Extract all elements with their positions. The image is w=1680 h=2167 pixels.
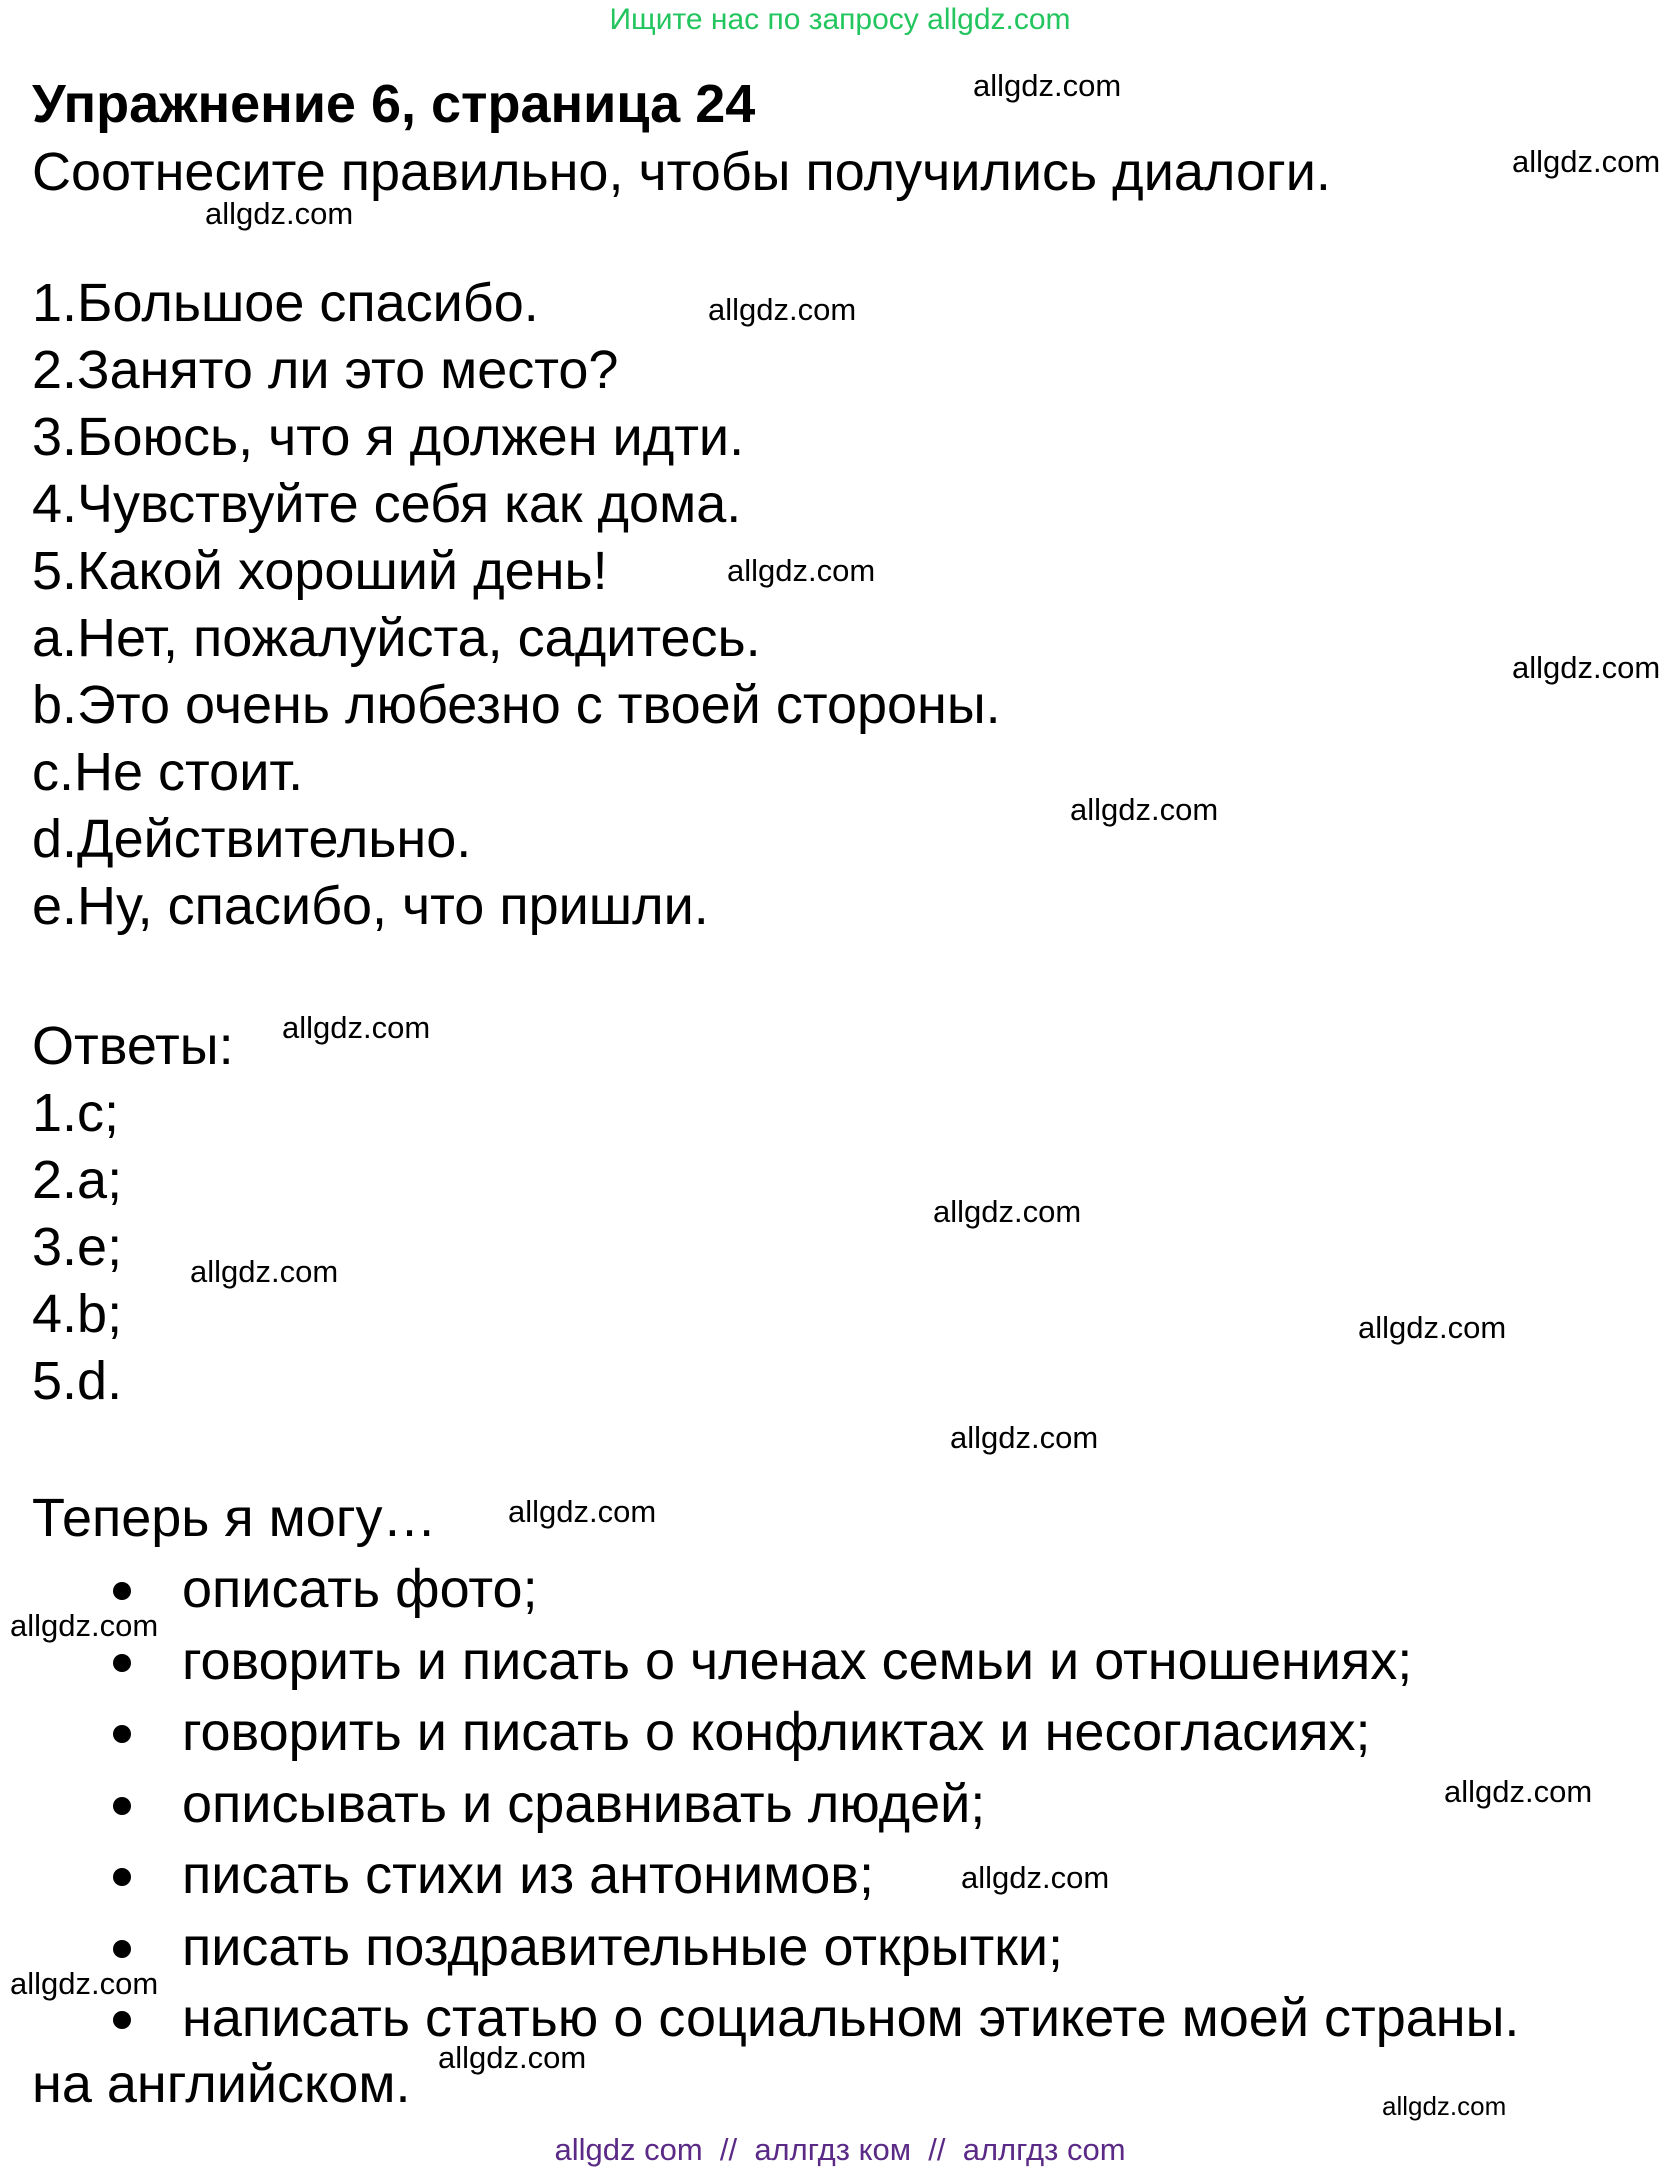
answer-item: 2.a; — [32, 1150, 123, 1210]
watermark: allgdz.com — [205, 196, 354, 231]
watermark: allgdz.com — [10, 1966, 159, 2001]
list-item: 3.Боюсь, что я должен идти. — [32, 407, 745, 467]
list-item: 2.Занято ли это место? — [32, 340, 619, 400]
bullet-dot-icon — [113, 1868, 131, 1886]
list-item: 5.Какой хороший день! — [32, 541, 608, 601]
bullet-dot-icon — [113, 1725, 131, 1743]
bullet-text: говорить и писать о членах семьи и отношениях; — [182, 1630, 1413, 1691]
bullet-dot-icon — [113, 1654, 131, 1672]
list-item: b.Это очень любезно с твоей стороны. — [32, 675, 1001, 735]
bullet-text: описать фото; — [182, 1559, 538, 1619]
watermark: allgdz.com — [708, 292, 857, 327]
exercise-instruction: Соотнесите правильно, чтобы получились диалоги. — [32, 142, 1331, 202]
watermark: allgdz.com — [973, 68, 1122, 103]
bullet-text: говорить и писать о конфликтах и несогласиях; — [182, 1702, 1371, 1762]
watermark: allgdz.com — [1444, 1774, 1593, 1809]
top-banner: Ищите нас по запросу allgdz.com — [609, 3, 1071, 36]
watermark: allgdz.com — [950, 1420, 1099, 1455]
now-i-can-heading: Теперь я могу… — [32, 1488, 437, 1548]
watermark: allgdz.com — [961, 1860, 1110, 1895]
bullet-text: писать поздравительные открытки; — [182, 1916, 1064, 1977]
answers-heading: Ответы: — [32, 1016, 234, 1076]
answer-item: 3.e; — [32, 1217, 123, 1277]
bullet-dot-icon — [113, 2011, 131, 2029]
watermark: allgdz.com — [190, 1254, 339, 1289]
watermark: allgdz.com — [508, 1494, 657, 1529]
watermark: allgdz.com — [1358, 1310, 1507, 1345]
answer-item: 5.d. — [32, 1351, 123, 1411]
watermark: allgdz.com — [438, 2040, 587, 2075]
watermark: allgdz.com — [1382, 2091, 1507, 2121]
exercise-title: Упражнение 6, страница 24 — [32, 74, 756, 134]
watermark: allgdz.com — [1070, 792, 1219, 827]
watermark: allgdz.com — [10, 1608, 159, 1643]
answer-item: 4.b; — [32, 1284, 123, 1344]
bullet-text: писать стихи из антонимов; — [182, 1845, 874, 1905]
list-item: d.Действительно. — [32, 809, 472, 869]
answers-list — [32, 1080, 122, 1415]
list-item: e.Ну, спасибо, что пришли. — [32, 876, 709, 936]
list-item: c.Не стоит. — [32, 742, 304, 802]
answer-item: 1.c; — [32, 1083, 120, 1143]
watermark: allgdz.com — [1512, 650, 1661, 685]
list-item: 4.Чувствуйте себя как дома. — [32, 474, 742, 534]
list-item: 1.Большое спасибо. — [32, 273, 539, 333]
bullet-dot-icon — [113, 1582, 131, 1600]
watermark: allgdz.com — [727, 553, 876, 588]
bullet-text: описывать и сравнивать людей; — [182, 1773, 986, 1834]
matching-items-list — [32, 270, 1001, 940]
list-item: a.Нет, пожалуйста, садитесь. — [32, 608, 761, 668]
footer-links: allgdz com // аллгдз ком // аллгдз com — [554, 2132, 1126, 2167]
watermark: allgdz.com — [933, 1194, 1082, 1229]
bullet-text: написать статью о социальном этикете моей страны. — [182, 1988, 1520, 2048]
bullet-dot-icon — [113, 1797, 131, 1815]
continuation-text: на английском. — [32, 2054, 411, 2114]
watermark: allgdz.com — [1512, 144, 1661, 179]
bullet-dot-icon — [113, 1940, 131, 1958]
watermark: allgdz.com — [282, 1010, 431, 1045]
